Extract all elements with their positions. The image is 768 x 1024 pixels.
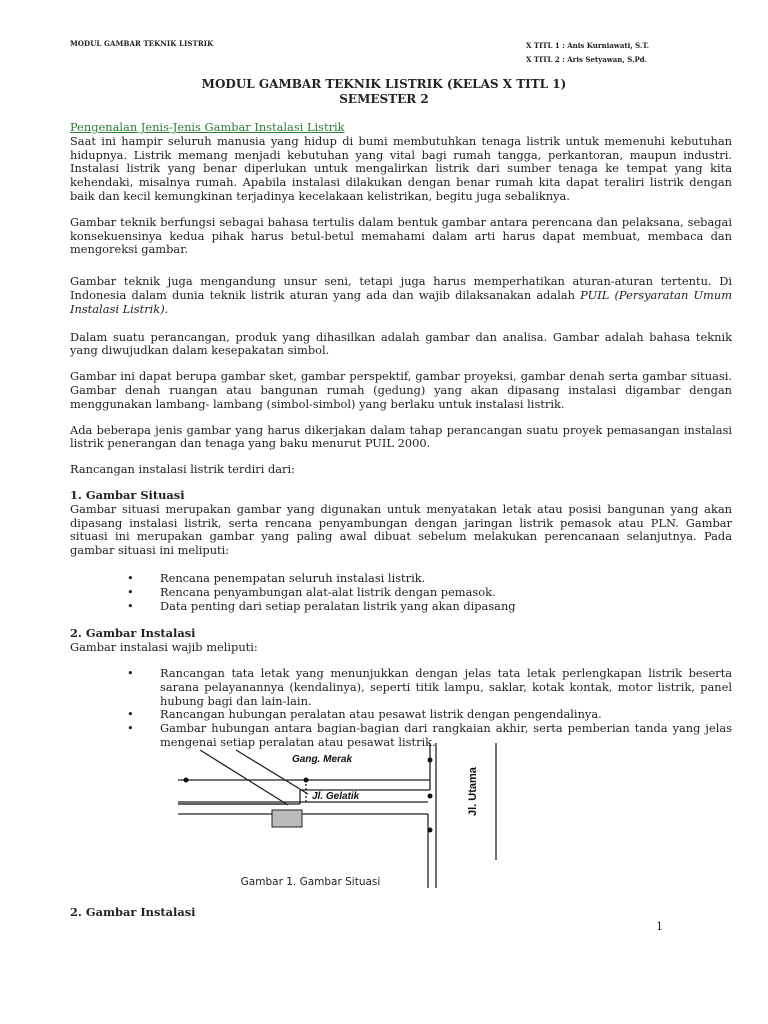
list-item: • Gambar hubungan antara bagian-bagian dari rangkaian akhir, serta pemberian tanda yang jelas mengenai setiap peralatan atau pesawat listrik. (70, 722, 732, 750)
paragraph-6: Ada beberapa jenis gambar yang harus dikerjakan dalam tahap perancangan suatu proyek pemasangan instalasi listrik penerangan dan tenaga yang baku menurut PUIL 2000. (70, 422, 732, 451)
pole-dot (428, 794, 433, 799)
paragraph-4: Dalam suatu perancangan, produk yang dihasilkan adalah gambar dan analisa. Gambar adalah bahasa teknik yang diwujudkan dalam kesepakatan simbol. (70, 329, 732, 358)
paragraph-7: Rancangan instalasi listrik terdiri dari: (70, 462, 295, 477)
list-item: • Rancangan tata letak yang menunjukkan dengan jelas tata letak perlengkapan listrik beserta sarana pelayanannya (kendalinya), seperti titik lampu, saklar, kotak kontak, motor listrik, panel hubung bagi dan lain-lain. (70, 667, 732, 708)
building-rect (272, 810, 302, 827)
pole-dot (428, 828, 433, 833)
section-link[interactable]: Pengenalan Jenis-Jenis Gambar Instalasi Listrik (70, 120, 345, 134)
section-1-heading: 1. Gambar Situasi (70, 487, 185, 502)
pole-dot (304, 778, 309, 783)
pole-dot (428, 758, 433, 763)
list-item: • Rancangan hubungan peralatan atau pesawat listrik dengan pengendalinya. (70, 708, 732, 722)
situation-diagram (178, 738, 508, 888)
main-content (70, 121, 732, 750)
jl-gelatik-label: Jl. Gelatik (312, 791, 360, 802)
page-number: 1 (656, 920, 663, 933)
section-1-text: Gambar situasi merupakan gambar yang digunakan untuk menyatakan letak atau posisi bangunan yang akan dipasang instalasi listrik, serta rencana penyambungan dengan jaringan listrik pemasok atau PLN. Gambar situasi ini merupakan gambar yang paling awal dibuat sebelum melakukan perencanaan selanjutnya. Pada gambar situasi ini meliputi: (70, 501, 732, 558)
list-item: • Rencana penyambungan alat-alat listrik dengan pemasok. (70, 586, 732, 600)
header-right-line2: X TITL 2 : Aris Setyawan, S.Pd. (526, 55, 648, 64)
header-left: MODUL GAMBAR TEKNIK LISTRIK (70, 39, 214, 48)
paragraph-3-text: Gambar teknik juga mengandung unsur seni, tetapi juga harus memperhatikan aturan-aturan tertentu. Di Indonesia dalam dunia teknik listrik aturan yang ada dan wajib dilaksanakan adalah (70, 274, 732, 302)
paragraph-5: Gambar ini dapat berupa gambar sket, gambar perspektif, gambar proyeksi, gambar denah serta gambar situasi. Gambar denah ruangan atau bangunan rumah (gedung) yang akan dipasang instalasi digambar dengan menggunakan lambang- lambang (simbol-simbol) yang berlaku untuk instalasi listrik. (70, 369, 732, 411)
figure-caption: Gambar 1. Gambar Situasi (240, 876, 381, 888)
paragraph-3 (70, 275, 732, 316)
section-2b-heading: 2. Gambar Instalasi (70, 905, 196, 919)
gang-merak-label: Gang. Merak (292, 754, 353, 765)
list-item: • Rencana penempatan seluruh instalasi listrik. (70, 572, 732, 586)
list-item: • Data penting dari setiap peralatan listrik yang akan dipasang (70, 600, 732, 614)
puil-reference: PUIL (Persyaratan Umum Instalasi Listrik). (70, 287, 732, 316)
paragraph-1: Saat ini hampir seluruh manusia yang hidup di bumi membutuhkan tenaga listrik untuk memenuhi kebutuhan hidupnya. Listrik memang menjadi kebutuhan yang vital bagi rumah tangga, perkantoran, maupun industri. Instalasi listrik yang benar diperlukan untuk mengalirkan listrik dari sumber tenaga ke tempat yang kita kehendaki, misalnya rumah. Apabila instalasi dilakukan dengan benar rumah kita dapat teraliri listrik dengan baik dan kecil kemungkinan terjadinya kecelakaan kelistrikan, begitu juga sebaliknya. (70, 133, 732, 203)
document-subtitle: SEMESTER 2 (339, 92, 429, 106)
jl-utama-label: Jl. Utama (467, 767, 479, 816)
diagonal-road-line (200, 750, 288, 805)
header-right-line1: X TITL 1 : Anis Kurniawati, S.T. (526, 41, 650, 50)
paragraph-2: Gambar teknik berfungsi sebagai bahasa tertulis dalam bentuk gambar antara perencana dan pelaksana, sebagai konsekuensinya kedua pihak harus betul-betul memahami dalam arti harus dapat membuat, membaca dan mengoreksi gambar. (70, 214, 732, 257)
document-title: MODUL GAMBAR TEKNIK LISTRIK (KELAS X TITL 1) (201, 77, 567, 91)
header-right (526, 39, 649, 67)
section-2-text: Gambar instalasi wajib meliputi: (70, 640, 258, 655)
section-1-list (70, 572, 732, 613)
pole-dot (184, 778, 189, 783)
section-2-heading: 2. Gambar Instalasi (70, 626, 196, 641)
